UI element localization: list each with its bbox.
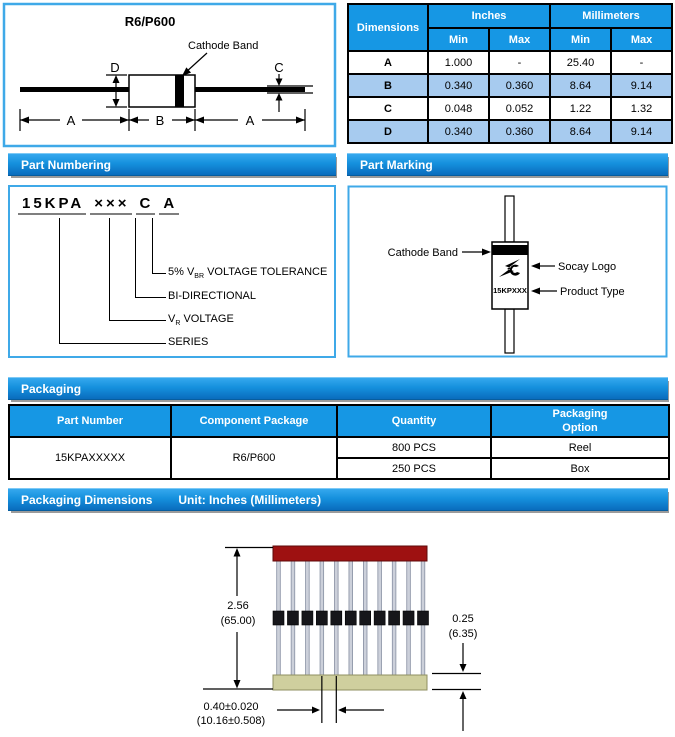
cell-value: 0.360 xyxy=(489,74,550,97)
cell-quantity: 800 PCS xyxy=(337,437,491,458)
label-sub: R xyxy=(175,320,181,328)
callout-line xyxy=(135,218,136,297)
col-header-millimeters: Millimeters xyxy=(550,4,672,28)
col-header-dimensions: Dimensions xyxy=(348,4,428,51)
callout-vr-voltage xyxy=(168,313,234,327)
cell-component-package: R6/P600 xyxy=(171,437,337,479)
callout-line xyxy=(135,297,166,298)
cell-value: 9.14 xyxy=(611,74,672,97)
cell-value: 0.340 xyxy=(428,120,489,143)
cell-quantity: 250 PCS xyxy=(337,458,491,479)
cell-value: - xyxy=(611,51,672,74)
part-marking-drawing xyxy=(347,185,668,358)
dim-d-label: D xyxy=(110,60,120,75)
section-bar-part-numbering xyxy=(8,153,336,176)
cathode-band-label: Cathode Band xyxy=(188,40,259,52)
table-row xyxy=(9,437,669,458)
callout-series xyxy=(168,336,208,350)
cell-option: Reel xyxy=(491,437,669,458)
package-title: R6/P600 xyxy=(124,14,176,29)
label-text: V xyxy=(168,313,176,325)
callout-line xyxy=(109,218,110,320)
label-text: BI-DIRECTIONAL xyxy=(168,290,257,302)
cell-dim: D xyxy=(348,120,428,143)
dim-tape-callout xyxy=(432,613,481,731)
dim-height-callout xyxy=(203,548,273,690)
dim-tape-mm: (6.35) xyxy=(448,628,478,640)
col-header-in-min: Min xyxy=(428,28,489,51)
callout-line xyxy=(109,320,166,321)
col-header-part-number: Part Number xyxy=(9,405,171,437)
header-text: Packaging Option xyxy=(552,407,608,434)
cell-value: 8.64 xyxy=(550,120,611,143)
table-row xyxy=(348,120,672,143)
cell-value: 0.360 xyxy=(489,120,550,143)
section-bar-part-marking xyxy=(347,153,668,176)
cell-value: 1.32 xyxy=(611,97,672,120)
cell-value: 0.340 xyxy=(428,74,489,97)
cell-part-number: 15KPAXXXXX xyxy=(9,437,171,479)
component-bodies xyxy=(273,611,429,625)
section-bar-packaging-dimensions xyxy=(8,488,668,511)
cell-dim: A xyxy=(348,51,428,74)
dim-a-right-label: A xyxy=(245,113,255,128)
table-row xyxy=(348,74,672,97)
dim-height-mm: (65.00) xyxy=(220,615,256,627)
table-row xyxy=(348,97,672,120)
dim-height-in: 2.56 xyxy=(227,600,249,612)
col-header-component-package: Component Package xyxy=(171,405,337,437)
col-header-in-max: Max xyxy=(489,28,550,51)
cell-value: 0.048 xyxy=(428,97,489,120)
cell-value: 1.000 xyxy=(428,51,489,74)
code-group-tolerance: A xyxy=(159,195,179,215)
dim-pitch-mm: (10.16±0.508) xyxy=(196,715,266,727)
label-text: VOLTAGE xyxy=(180,313,234,325)
table-row xyxy=(348,51,672,74)
part-number-code xyxy=(18,195,183,215)
section-title: Part Numbering xyxy=(21,158,112,172)
dim-tape-in: 0.25 xyxy=(452,613,474,625)
section-title: Packaging xyxy=(21,382,82,396)
marking-text: 15KPXXX xyxy=(493,286,527,295)
carrier-tape-bottom xyxy=(273,675,427,690)
col-header-inches: Inches xyxy=(428,4,550,28)
cell-value: - xyxy=(489,51,550,74)
product-type-label: Product Type xyxy=(560,286,625,298)
cell-value: 25.40 xyxy=(550,51,611,74)
label-text: VOLTAGE TOLERANCE xyxy=(204,266,328,278)
socay-logo-label: Socay Logo xyxy=(558,261,617,273)
callout-tolerance xyxy=(168,266,327,280)
cell-value: 8.64 xyxy=(550,74,611,97)
code-group-bidirectional: C xyxy=(136,195,156,215)
callout-bidirectional xyxy=(168,290,256,304)
cell-dim: C xyxy=(348,97,428,120)
cell-value: 9.14 xyxy=(611,120,672,143)
cell-value: 1.22 xyxy=(550,97,611,120)
package-outline-drawing xyxy=(0,0,340,150)
cell-dim: B xyxy=(348,74,428,97)
code-group-voltage: ××× xyxy=(90,195,131,215)
callout-line xyxy=(59,218,60,343)
part-numbering-box xyxy=(8,185,336,358)
section-unit: Unit: Inches (Millimeters) xyxy=(178,493,322,507)
col-header-mm-max: Max xyxy=(611,28,672,51)
dim-c-label: C xyxy=(274,60,284,75)
col-header-mm-min: Min xyxy=(550,28,611,51)
cathode-band-label: Cathode Band xyxy=(387,247,458,259)
packaging-table xyxy=(8,404,668,478)
dimensions-table xyxy=(347,3,671,142)
col-header-quantity: Quantity xyxy=(337,405,491,437)
dim-b-label: B xyxy=(155,113,165,128)
dim-pitch-in: 0.40±0.020 xyxy=(203,701,259,713)
section-bar-packaging xyxy=(8,377,668,400)
label-text: 5% V xyxy=(168,266,195,278)
packaging-dimensions-drawing xyxy=(0,525,675,737)
label-text: SERIES xyxy=(168,336,209,348)
cell-option: Box xyxy=(491,458,669,479)
callout-line xyxy=(152,273,166,274)
cell-value: 0.052 xyxy=(489,97,550,120)
section-title: Part Marking xyxy=(360,158,433,172)
label-sub: BR xyxy=(194,273,205,281)
code-group-series: 15KPA xyxy=(18,195,86,215)
callout-line xyxy=(152,218,153,273)
section-title: Packaging Dimensions xyxy=(21,493,153,507)
callout-line xyxy=(59,343,166,344)
carrier-tape-top xyxy=(273,546,427,561)
dim-a-left-label: A xyxy=(66,113,76,128)
col-header-packaging-option xyxy=(491,405,669,437)
